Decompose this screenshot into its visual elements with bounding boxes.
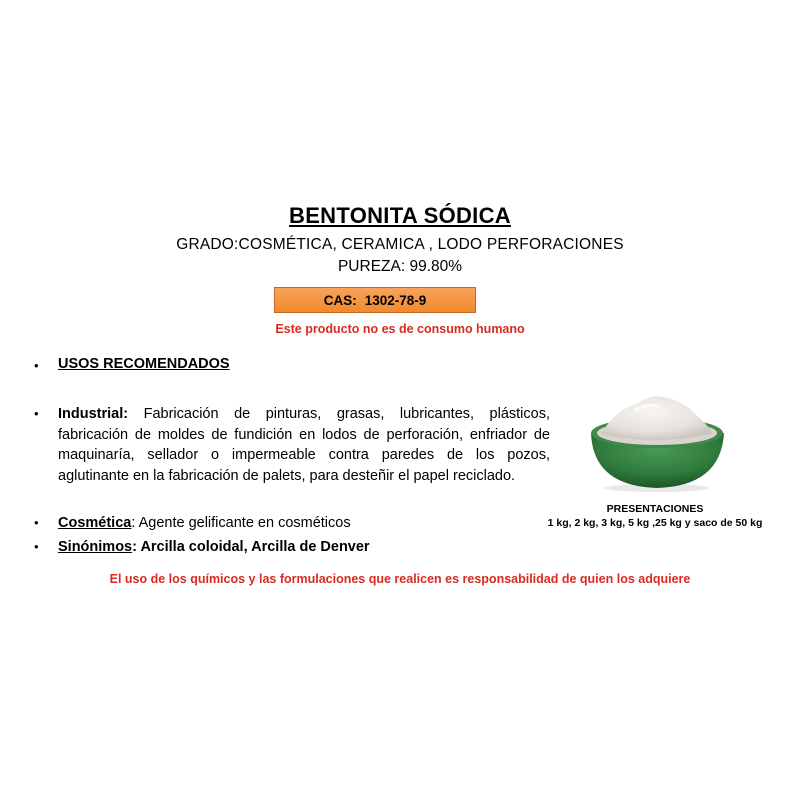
industrial-use <box>58 404 550 486</box>
industrial-text: Fabricación de pinturas, grasas, lubricantes, plásticos, fabricación de moldes de fundición en lodos de perforación, enfriador de maquinaría, sellador o impermeable contra paredes de los pozos, aglutinante en la fabricación de palets, para desteñir el papel reciclado. <box>58 406 550 484</box>
uses-heading: USOS RECOMENDADOS <box>58 356 230 372</box>
synonyms-label: Sinónimos <box>58 539 133 555</box>
cosmetic-label: Cosmética <box>58 515 132 531</box>
cas-label: CAS: <box>323 292 357 308</box>
bullet-icon: • <box>34 406 39 421</box>
cas-value: 1302-78-9 <box>364 292 427 308</box>
human-consumption-warning: Este producto no es de consumo humano <box>275 322 525 336</box>
cosmetic-use <box>58 513 351 533</box>
cas-badge <box>274 287 476 313</box>
bullet-icon: • <box>34 515 39 530</box>
presentations <box>540 502 770 530</box>
cosmetic-text: : Agente gelificante en cosméticos <box>131 515 351 531</box>
responsibility-disclaimer: El uso de los químicos y las formulaciones que realicen es responsabilidad de quien los adquiere <box>109 572 691 586</box>
product-grade: GRADO:COSMÉTICA, CERAMICA , LODO PERFORACIONES <box>176 236 624 253</box>
presentations-heading: PRESENTACIONES <box>606 503 704 515</box>
bullet-icon: • <box>34 539 39 554</box>
industrial-label: Industrial: <box>58 406 129 422</box>
powder-bowl-image <box>585 388 730 493</box>
product-title: BENTONITA SÓDICA <box>289 203 511 228</box>
bullet-icon: • <box>34 358 39 373</box>
presentations-sizes: 1 kg, 2 kg, 3 kg, 5 kg ,25 kg y saco de 50 kg <box>547 517 763 529</box>
synonyms <box>58 537 370 557</box>
product-purity: PUREZA: 99.80% <box>337 258 463 275</box>
synonyms-text: : Arcilla coloidal, Arcilla de Denver <box>132 539 370 555</box>
